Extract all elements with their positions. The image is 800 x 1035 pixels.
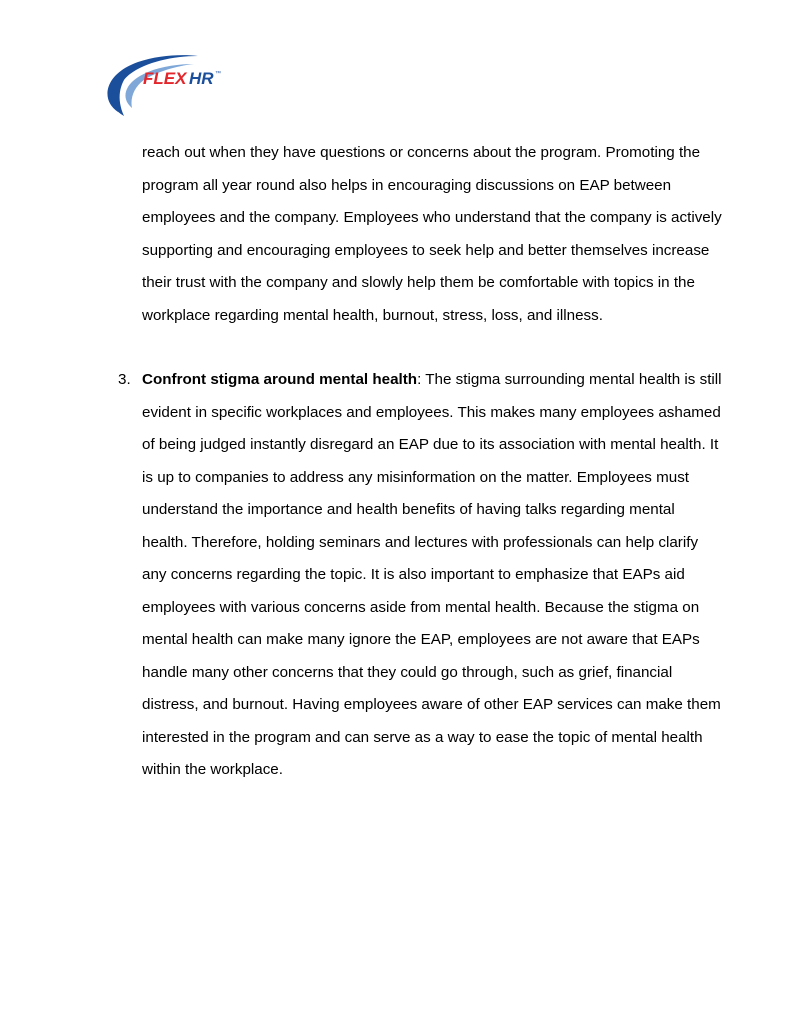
list-item-heading: Confront stigma around mental health [142,371,418,388]
logo-trademark: ™ [215,71,221,77]
list-item-number: 3. [118,371,131,388]
flexhr-logo [98,52,228,120]
continuation-paragraph: reach out when they have questions or concerns about the program. Promoting the program all year round also helps in encouraging discussions on EAP between employees and the company. Employees who understand that the company is actively supporting and encouraging employees to seek help and better themselves increase their trust with the company and slowly help them be comfortable with topics in the workplace regarding mental health, burnout, stress, loss, and illness. [142,144,722,324]
document-body [118,137,722,787]
list-item-body: : The stigma surrounding mental health is still evident in specific workplaces and employees. This makes many employees ashamed of being judged instantly disregard an EAP due to its association with mental health. It is up to companies to address any misinformation on the matter. Employees must understand the importance and health benefits of having talks regarding mental health. Therefore, holding seminars and lectures with professionals can help clarify any concerns regarding the topic. It is also important to emphasize that EAPs aid employees with various concerns aside from mental health. Because the stigma on mental health can make many ignore the EAP, employees are not aware that EAPs handle many other concerns that they could go through, such as grief, financial distress, and burnout. Having employees aware of other EAP services can make them interested in the program and can serve as a way to ease the topic of mental health within the workplace. [142,371,722,778]
logo-text-hr: HR [189,69,214,88]
logo-text-flex: FLEX [143,69,187,88]
list-item [118,364,722,787]
list-item-text [142,364,722,787]
